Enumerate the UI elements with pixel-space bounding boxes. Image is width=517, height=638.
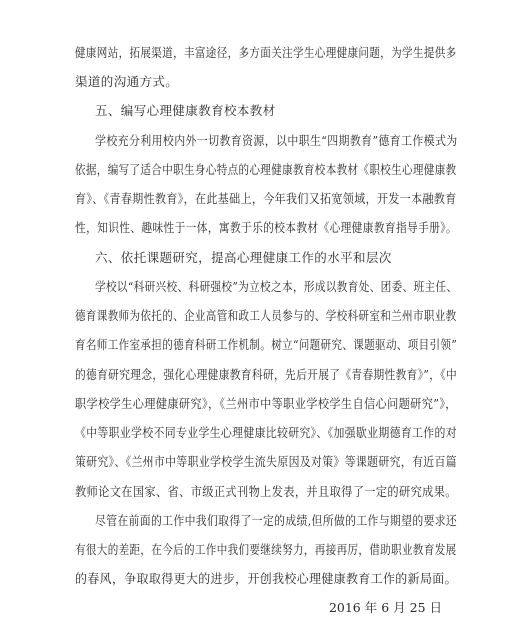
section6-line-8: 教师论文在国家、省、市级正式刊物上发表，并且取得了一定的研究成果。 <box>75 484 457 499</box>
section6-line-6: 《中等职业学校不同专业学生心理健康比较研究》、《加强歇业期德育工作的对 <box>75 425 457 440</box>
section6-line-7: 策研究》、《兰州市中等职业学校学生流失原因及对策》等课题研究，有近百篇 <box>75 454 457 469</box>
intro-line-2: 渠道的沟通方式。 <box>75 74 179 89</box>
section6-heading: 六、依托课题研究，提高心理健康工作的水平和层次 <box>95 250 392 265</box>
section5-line-1: 学校充分利用校内外一切教育资源，以中职生“四期教育”德育工作模式为 <box>95 133 458 148</box>
section5-heading: 五、编写心理健康教育校本教材 <box>95 103 276 118</box>
section6-line-3: 育名师工作室承担的德育科研工作机制。树立“问题研究、课题驱动、项目引领” <box>75 337 458 352</box>
intro-line-1: 健康网站，拓展渠道，丰富途径，多方面关注学生心理健康问题，为学生提供多 <box>75 45 457 60</box>
document-date: 2016 年 6 月 25 日 <box>328 600 442 615</box>
section6-line-5: 职学校学生心理健康研究》，《兰州市中等职业学校学生自信心问题研究”》， <box>75 396 457 411</box>
section5-line-3: 育》、《青春期性教育》，在此基础上，今年我们又拓宽领域，开发一本融教育 <box>75 191 457 206</box>
section5-line-4: 性，知识性、趣味性于一体，寓教于乐的校本教材《心理健康教育指导手册》。 <box>75 220 458 235</box>
section6-line-2: 德育课教师为依托的、企业高管和政工人员参与的、学校科研室和兰州市职业教 <box>75 308 457 323</box>
conclusion-line-3: 的春风，争取取得更大的进步，开创我校心理健康教育工作的新局面。 <box>75 571 457 586</box>
conclusion-line-2: 有很大的差距，在今后的工作中我们要继续努力，再接再厉，借助职业教育发展 <box>75 542 457 557</box>
section6-line-1: 学校以“科研兴校、科研强校”为立校之本，形成以教育处、团委、班主任、 <box>95 279 458 294</box>
section6-line-4: 的德育研究理念，强化心理健康教育科研，先后开展了《青春期性教育》”，《中 <box>75 367 458 382</box>
conclusion-line-1: 尽管在前面的工作中我们取得了一定的成绩,但所做的工作与期望的要求还 <box>95 513 458 528</box>
section5-line-2: 依据，编写了适合中职生身心特点的心理健康教育校本教材《职校生心理健康教 <box>75 162 457 177</box>
